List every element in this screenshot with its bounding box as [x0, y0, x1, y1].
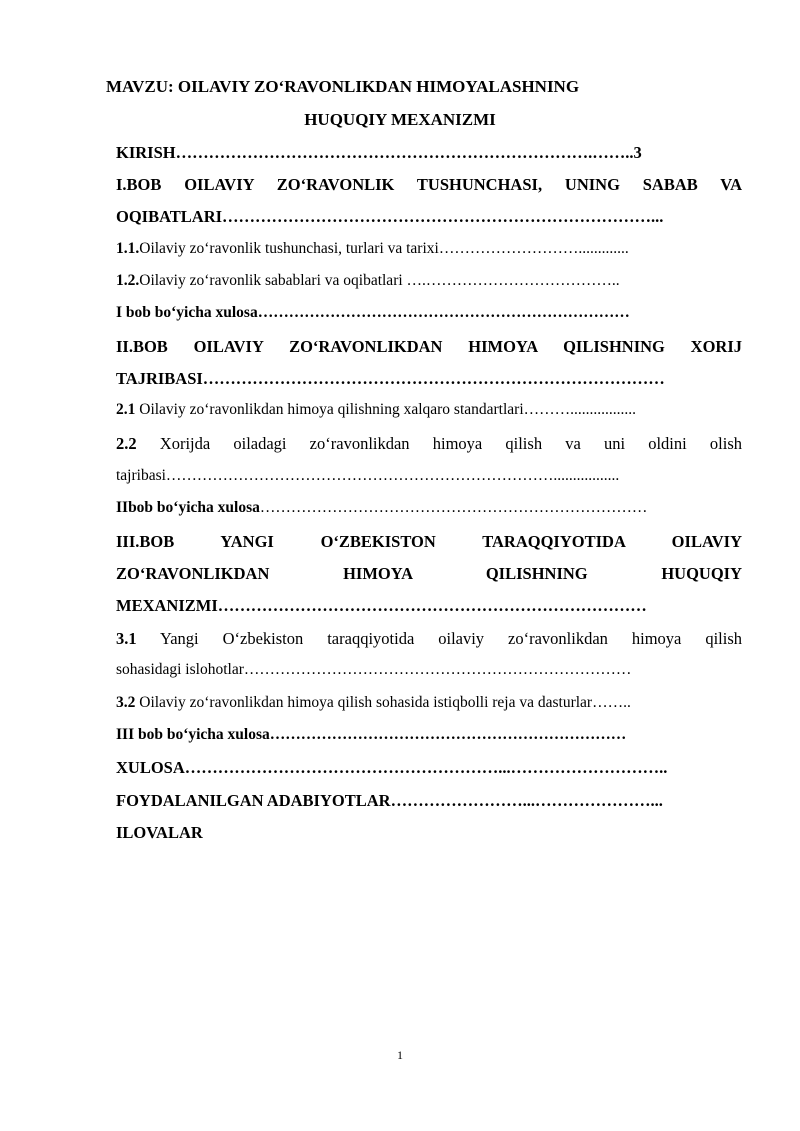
section-title: Xorijda oiladagi zo‘ravonlikdan himoya qilish va uni oldini olish — [136, 434, 742, 453]
toc-bob2-xulosa — [116, 499, 742, 517]
toc-section-1-1 — [116, 240, 742, 258]
page-number: 1 — [397, 1048, 403, 1062]
section-title: Yangi O‘zbekiston taraqqiyotida oilaviy zo‘ravonlikdan himoya qilish — [136, 629, 742, 648]
xulosa-label: IIbob bo‘yicha xulosa — [116, 499, 260, 516]
toc-section-2-2-line-1 — [116, 434, 742, 454]
section-title: Oilaviy zo‘ravonlikdan himoya qilish sohasida istiqbolli reja va dasturlar…….. — [135, 694, 631, 711]
toc-section-3-1-line-2: sohasidagi islohotlar………………………………………………………………… — [116, 661, 632, 678]
toc-bob3-xulosa: III bob bo‘yicha xulosa…………………………………………………………… — [116, 726, 627, 743]
section-title: Oilaviy zo‘ravonlik sabablari va oqibatlari ….……………………………….. — [139, 272, 620, 289]
toc-section-3-1-line-1 — [116, 629, 742, 649]
section-number: 2.2 — [116, 434, 137, 453]
section-title: Oilaviy zo‘ravonlikdan himoya qilishning xalqaro standartlari………................. — [135, 401, 637, 418]
toc-bob1-title-line-2: OQIBATLARI……………………………………………………………………... — [116, 207, 664, 226]
toc-bob2-title-line-2: TAJRIBASI………………………………………………………………………… — [116, 369, 665, 388]
section-title: Oilaviy zo‘ravonlik tushunchasi, turlari va tarixi………………………............. — [139, 240, 629, 257]
section-number: 3.1 — [116, 629, 137, 648]
section-number: 2.1 — [116, 401, 136, 418]
toc-section-2-2-line-2: tajribasi…………………………………………………………………................. — [116, 467, 620, 484]
toc-section-1-2 — [116, 272, 742, 290]
section-number: 1.2. — [116, 272, 140, 289]
document-title-line-2: HUQUQIY MEXANIZMI — [304, 110, 496, 129]
toc-bob1-xulosa: I bob bo‘yicha xulosa……………………………………………………………… — [116, 304, 630, 321]
toc-section-3-2 — [116, 694, 742, 712]
toc-section-2-1 — [116, 401, 742, 419]
toc-adabiyotlar: FOYDALANILGAN ADABIYOTLAR……………………...…………………... — [116, 791, 663, 810]
toc-bob1-title-line-1: I.BOB OILAVIY ZO‘RAVONLIK TUSHUNCHASI, UNING SABAB VA — [116, 175, 742, 194]
section-number: 3.2 — [116, 694, 136, 711]
toc-bob3-title-line-2: ZO‘RAVONLIKDAN HIMOYA QILISHNING HUQUQIY — [116, 564, 742, 583]
document-title-line-1: MAVZU: OILAVIY ZO‘RAVONLIKDAN HIMOYALASHNING — [106, 77, 580, 96]
section-number: 1.1. — [116, 240, 140, 257]
toc-bob3-title-line-3: MEXANIZMI…………………………………………………………………… — [116, 596, 647, 615]
toc-bob3-title-line-1: III.BOB YANGI O‘ZBEKISTON TARAQQIYOTIDA OILAVIY — [116, 532, 742, 551]
xulosa-dots: ………………………………………………………………… — [259, 499, 648, 516]
toc-xulosa: XULOSA…………………………………………………...……………………….. — [116, 758, 668, 777]
toc-ilovalar: ILOVALAR — [116, 823, 203, 842]
toc-bob2-title-line-1: II.BOB OILAVIY ZO‘RAVONLIKDAN HIMOYA QILISHNING XORIJ — [116, 337, 742, 356]
toc-kirish: KIRISH………………………………………………………………….……..3 — [116, 143, 642, 162]
